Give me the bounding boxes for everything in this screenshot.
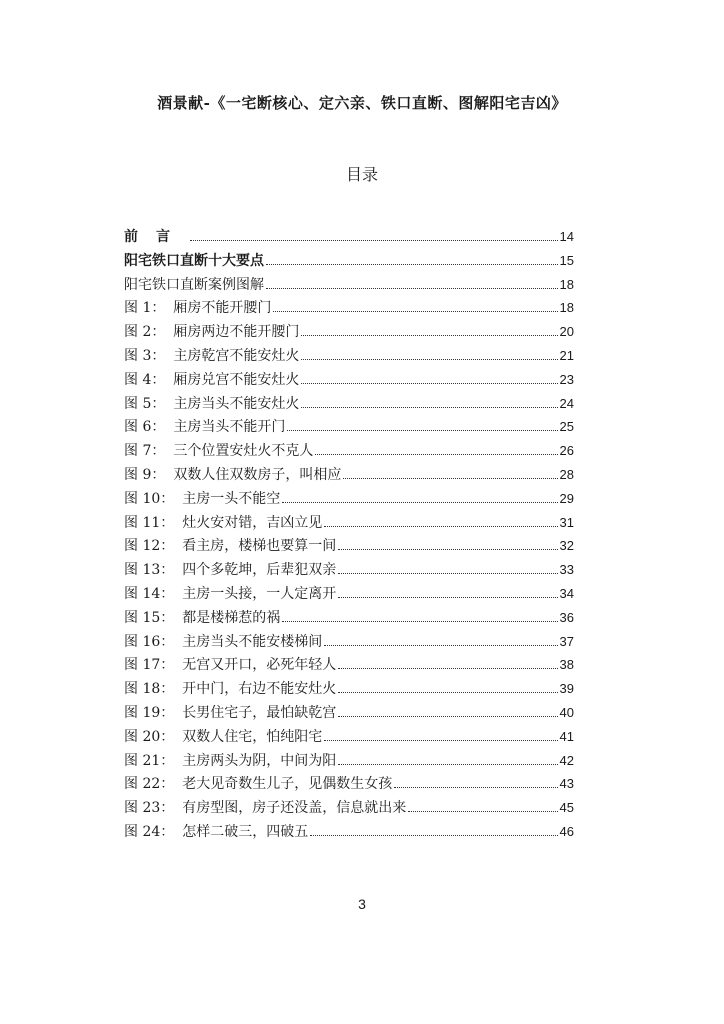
toc-entry-title bbox=[124, 369, 299, 393]
toc-entry-title bbox=[124, 321, 299, 345]
figure-entry-list bbox=[124, 296, 574, 843]
dot-leader bbox=[266, 263, 558, 265]
dot-leader bbox=[301, 334, 557, 336]
dot-leader bbox=[301, 406, 557, 408]
figure-title: 双数人住宅，怕纯阳宅 bbox=[182, 728, 323, 745]
figure-title: 双数人住双数房子，叫相应 bbox=[173, 466, 342, 483]
figure-title: 灶火安对错，吉凶立见 bbox=[182, 514, 323, 531]
toc-entry-figure[interactable] bbox=[124, 534, 574, 558]
toc-entry-page: 18 bbox=[559, 276, 574, 292]
toc-entry-title bbox=[124, 654, 336, 678]
figure-title: 主房当头不能安灶火 bbox=[173, 395, 300, 412]
toc-entry-title: 阳宅铁口直断案例图解 bbox=[124, 276, 264, 293]
figure-title: 厢房兑宫不能安灶火 bbox=[173, 371, 300, 388]
figure-number: 图 16： bbox=[124, 633, 175, 650]
toc-entry-key-points[interactable] bbox=[124, 249, 574, 273]
document-title: 酒景献-《一宅断核心、定六亲、铁口直断、图解阳宅吉凶》 bbox=[157, 94, 567, 112]
dot-leader bbox=[282, 620, 557, 622]
dot-leader bbox=[324, 644, 557, 646]
toc-entry-title: 前言 bbox=[124, 229, 188, 245]
toc-entry-title bbox=[124, 393, 299, 417]
toc-entry-title bbox=[124, 821, 308, 845]
figure-title: 怎样二破三，四破五 bbox=[182, 823, 309, 840]
dot-leader bbox=[273, 310, 557, 312]
toc-entry-title bbox=[124, 512, 322, 536]
toc-entry-page: 34 bbox=[559, 585, 574, 601]
toc-entry-page: 21 bbox=[559, 347, 574, 363]
figure-title: 长男住宅子，最怕缺乾宫 bbox=[182, 704, 337, 721]
figure-number: 图 2： bbox=[124, 324, 166, 341]
figure-number: 图 10： bbox=[124, 490, 175, 507]
figure-number: 图 6： bbox=[124, 419, 166, 436]
toc-entry-title bbox=[124, 797, 406, 821]
dot-leader bbox=[343, 477, 557, 479]
toc-entry-title bbox=[124, 297, 271, 321]
toc-entry-figure[interactable] bbox=[124, 701, 574, 725]
figure-number: 图 15： bbox=[124, 609, 175, 626]
figure-number: 图 13： bbox=[124, 562, 175, 579]
figure-title: 主房两头为阴，中间为阳 bbox=[182, 752, 337, 769]
figure-title: 开中门，右边不能安灶火 bbox=[182, 681, 337, 698]
toc-entry-page: 15 bbox=[559, 252, 574, 268]
toc-entry-page: 31 bbox=[559, 514, 574, 530]
toc-entry-page: 14 bbox=[559, 229, 574, 244]
toc-entry-page: 29 bbox=[559, 490, 574, 506]
toc-entry-figure[interactable] bbox=[124, 582, 574, 606]
toc-entry-figure[interactable] bbox=[124, 796, 574, 820]
figure-title: 主房当头不能开门 bbox=[173, 419, 286, 436]
toc-entry-figure[interactable] bbox=[124, 487, 574, 511]
dot-leader bbox=[338, 691, 557, 693]
toc-entry-page: 26 bbox=[559, 443, 574, 459]
dot-leader bbox=[190, 239, 558, 241]
figure-number: 图 4： bbox=[124, 371, 166, 388]
figure-number: 图 22： bbox=[124, 776, 175, 793]
toc-entry-title bbox=[124, 559, 336, 583]
figure-number: 图 3： bbox=[124, 347, 166, 364]
toc-entry-title bbox=[124, 488, 280, 512]
toc-entry-figure[interactable] bbox=[124, 606, 574, 630]
toc-entry-figure[interactable] bbox=[124, 772, 574, 796]
toc-entry-case-diagrams[interactable] bbox=[124, 273, 574, 297]
figure-number: 图 20： bbox=[124, 728, 175, 745]
toc-entry-title bbox=[124, 726, 322, 750]
toc-heading: 目录 bbox=[345, 165, 378, 184]
toc-entry-title bbox=[124, 631, 322, 655]
figure-title: 看主房，楼梯也要算一间 bbox=[182, 538, 337, 555]
table-of-contents bbox=[124, 225, 574, 844]
toc-entry-figure[interactable] bbox=[124, 320, 574, 344]
toc-entry-title bbox=[124, 750, 336, 774]
dot-leader bbox=[408, 810, 557, 812]
toc-entry-page: 46 bbox=[559, 823, 574, 839]
figure-title: 主房乾宫不能安灶火 bbox=[173, 347, 300, 364]
toc-entry-page: 28 bbox=[559, 466, 574, 482]
toc-entry-figure[interactable] bbox=[124, 296, 574, 320]
toc-entry-page: 23 bbox=[559, 371, 574, 387]
figure-title: 主房当头不能安楼梯间 bbox=[182, 633, 323, 650]
toc-entry-page: 24 bbox=[559, 395, 574, 411]
figure-number: 图 23： bbox=[124, 800, 175, 817]
figure-number: 图 21： bbox=[124, 752, 175, 769]
dot-leader bbox=[338, 596, 557, 598]
toc-entry-figure[interactable] bbox=[124, 677, 574, 701]
toc-entry-page: 41 bbox=[559, 728, 574, 744]
toc-entry-page: 40 bbox=[559, 704, 574, 720]
toc-entry-title bbox=[124, 773, 392, 797]
toc-entry-title bbox=[124, 702, 336, 726]
dot-leader bbox=[324, 525, 557, 527]
figure-number: 图 5： bbox=[124, 395, 166, 412]
toc-entry-title: 阳宅铁口直断十大要点 bbox=[124, 252, 264, 269]
toc-entry-page: 18 bbox=[559, 300, 574, 316]
toc-entry-figure[interactable] bbox=[124, 653, 574, 677]
figure-title: 老大见奇数生儿子，见偶数生女孩 bbox=[182, 776, 393, 793]
toc-entry-figure[interactable] bbox=[124, 630, 574, 654]
dot-leader bbox=[282, 501, 557, 503]
figure-number: 图 7： bbox=[124, 443, 166, 460]
page-number: 3 bbox=[358, 896, 366, 912]
toc-entry-figure[interactable] bbox=[124, 368, 574, 392]
figure-number: 图 19： bbox=[124, 704, 175, 721]
figure-title: 厢房两边不能开腰门 bbox=[173, 324, 300, 341]
figure-title: 四个多乾坤，后辈犯双亲 bbox=[182, 562, 337, 579]
toc-entry-title bbox=[124, 678, 336, 702]
figure-title: 三个位置安灶火不克人 bbox=[173, 443, 314, 460]
toc-entry-figure[interactable] bbox=[124, 558, 574, 582]
toc-entry-figure[interactable] bbox=[124, 820, 574, 844]
figure-number: 图 1： bbox=[124, 300, 166, 317]
toc-entry-figure[interactable] bbox=[124, 344, 574, 368]
toc-entry-page: 25 bbox=[559, 419, 574, 435]
dot-leader bbox=[266, 287, 558, 289]
figure-title: 厢房不能开腰门 bbox=[173, 300, 272, 317]
figure-title: 都是楼梯惹的祸 bbox=[182, 609, 281, 626]
toc-entry-figure[interactable] bbox=[124, 392, 574, 416]
toc-entry-page: 39 bbox=[559, 681, 574, 697]
figure-number: 图 14： bbox=[124, 585, 175, 602]
toc-entry-page: 33 bbox=[559, 562, 574, 578]
figure-number: 图 24： bbox=[124, 823, 175, 840]
toc-entry-page: 38 bbox=[559, 657, 574, 673]
dot-leader bbox=[301, 358, 557, 360]
figure-title: 有房型图，房子还没盖，信息就出来 bbox=[182, 800, 407, 817]
toc-entry-preface[interactable] bbox=[124, 225, 574, 249]
toc-entry-page: 32 bbox=[559, 538, 574, 554]
dot-leader bbox=[338, 572, 557, 574]
figure-number: 图 12： bbox=[124, 538, 175, 555]
toc-entry-figure[interactable] bbox=[124, 439, 574, 463]
figure-title: 主房一头接，一人定离开 bbox=[182, 585, 337, 602]
figure-number: 图 9： bbox=[124, 466, 166, 483]
toc-entry-title bbox=[124, 535, 336, 559]
toc-entry-figure[interactable] bbox=[124, 415, 574, 439]
dot-leader bbox=[310, 834, 557, 836]
dot-leader bbox=[338, 548, 557, 550]
toc-entry-title bbox=[124, 416, 285, 440]
toc-entry-figure[interactable] bbox=[124, 511, 574, 535]
dot-leader bbox=[394, 786, 557, 788]
dot-leader bbox=[287, 429, 557, 431]
dot-leader bbox=[324, 739, 557, 741]
figure-title: 无宫又开口，必死年轻人 bbox=[182, 657, 337, 674]
toc-entry-page: 45 bbox=[559, 800, 574, 816]
figure-number: 图 17： bbox=[124, 657, 175, 674]
toc-entry-title bbox=[124, 464, 341, 488]
figure-number: 图 11： bbox=[124, 514, 175, 531]
figure-title: 主房一头不能空 bbox=[182, 490, 281, 507]
figure-number: 图 18： bbox=[124, 681, 175, 698]
dot-leader bbox=[338, 763, 557, 765]
toc-entry-figure[interactable] bbox=[124, 463, 574, 487]
dot-leader bbox=[338, 667, 557, 669]
toc-entry-page: 36 bbox=[559, 609, 574, 625]
toc-entry-figure[interactable] bbox=[124, 749, 574, 773]
toc-entry-title bbox=[124, 345, 299, 369]
toc-entry-page: 37 bbox=[559, 633, 574, 649]
toc-entry-title bbox=[124, 583, 336, 607]
toc-entry-page: 20 bbox=[559, 324, 574, 340]
toc-entry-page: 43 bbox=[559, 776, 574, 792]
toc-entry-title bbox=[124, 440, 313, 464]
toc-entry-title bbox=[124, 607, 280, 631]
toc-entry-figure[interactable] bbox=[124, 725, 574, 749]
toc-entry-page: 42 bbox=[559, 752, 574, 768]
dot-leader bbox=[301, 382, 557, 384]
dot-leader bbox=[315, 453, 557, 455]
dot-leader bbox=[338, 715, 557, 717]
